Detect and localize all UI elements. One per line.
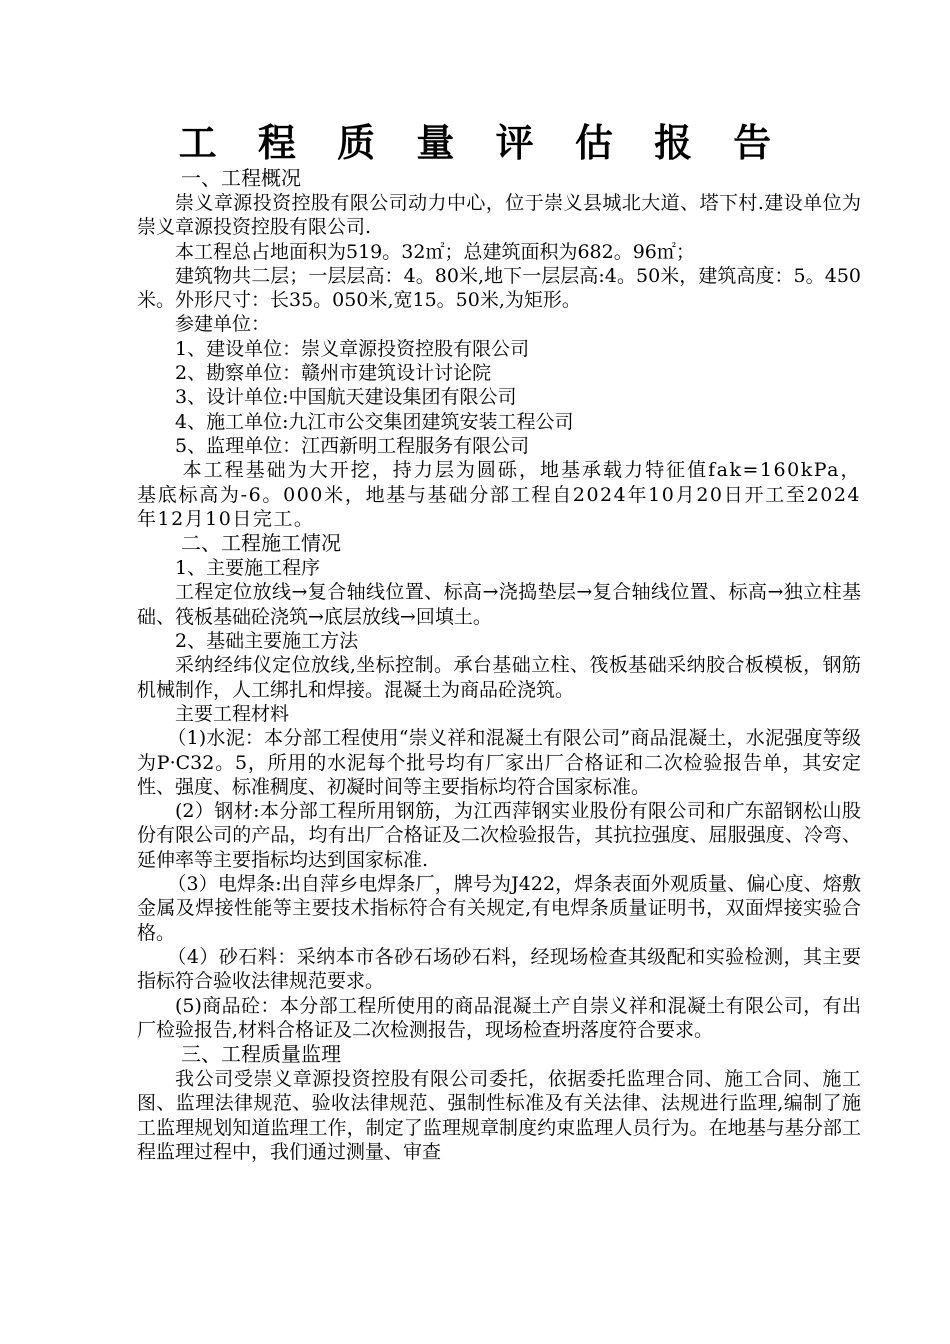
paragraph: 本工程基础为大开挖，持力层为圆砾，地基承载力特征值fak=160kPa，基底标高为-6。000米，地基与基础分部工程自2024年10月20日开工至2024年12月10日完工。: [137, 459, 861, 530]
document-body: [137, 166, 861, 1164]
paragraph: 采纳经纬仪定位放线,坐标控制。承台基础立柱、筏板基础采纳胶合板模板，钢筋机械制作，人工绑扎和焊接。混凝土为商品砼浇筑。: [137, 654, 861, 701]
list-item: 3、设计单位:中国航天建设集团有限公司: [175, 386, 517, 409]
subheading: 主要工程材料: [175, 702, 290, 725]
subheading: 2、基础主要施工方法: [175, 630, 359, 653]
subheading: 1、主要施工程序: [175, 557, 321, 580]
paragraph: (2）钢材:本分部工程所用钢筋，为江西萍钢实业股份有限公司和广东韶钢松山股份有限公司的产品，均有出厂合格证及二次检验报告，其抗拉强度、屈服强度、冷弯、延伸率等主要指标均达到国家标准.: [137, 800, 861, 871]
paragraph: (5)商品砼：本分部工程所使用的商品混凝土产自崇义祥和混凝土有限公司，有出厂检验报告,材料合格证及二次检测报告，现场检查坍落度符合要求。: [137, 994, 861, 1041]
section-heading-supervision: 三、工程质量监理: [181, 1042, 341, 1067]
paragraph: 崇义章源投资控股有限公司动力中心，位于崇义县城北大道、塔下村.建设单位为崇义章源投资控股有限公司.: [137, 192, 861, 239]
paragraph: （1)水泥：本分部工程使用“崇义祥和混凝土有限公司”商品混凝土，水泥强度等级为P·C32。5，所用的水泥每个批号均有厂家出厂合格证和二次检验报告单，其安定性、强度、标准稠度、初凝时间等主要指标均符合国家标准。: [137, 727, 861, 798]
paragraph: （3）电焊条:出自萍乡电焊条厂，牌号为J422，焊条表面外观质量、偏心度、熔敷金属及焊接性能等主要技术指标符合有关规定,有电焊条质量证明书，双面焊接实验合格。: [137, 873, 861, 944]
list-item: 1、建设单位：崇义章源投资控股有限公司: [175, 337, 530, 360]
list-item: 4、施工单位:九江市公交集团建筑安装工程公司: [175, 410, 574, 433]
paragraph: （4）砂石料：采纳本市各砂石场砂石料，经现场检查其级配和实验检测，其主要指标符合验收法律规范要求。: [137, 945, 861, 993]
list-item: 2、勘察单位：赣州市建筑设计讨论院: [175, 362, 492, 385]
paragraph: 本工程总占地面积为519。32㎡；总建筑面积为682。96㎡；: [175, 240, 695, 263]
section-heading-overview: 一、工程概况: [181, 166, 301, 190]
participants-label: 参建单位：: [175, 313, 271, 336]
document-title: 工 程 质 量 评 估 报 告: [178, 121, 786, 165]
paragraph: 我公司受崇义章源投资控股有限公司委托，依据委托监理合同、施工合同、施工图、监理法律规范、验收法律规范、强制性标准及有关法律、法规进行监理,编制了施工监理规划知道监理工作，制定了监理规章制度约束监理人员行为。在地基与基分部工程监理过程中，我们通过测量、审查: [137, 1068, 861, 1163]
section-heading-construction: 二、工程施工情况: [181, 531, 341, 556]
paragraph: 建筑物共二层；一层层高：4。80米,地下一层层高:4。50米，建筑高度：5。450米。外形尺寸：长35。050米,宽15。50米,为矩形。: [137, 264, 861, 312]
paragraph: 工程定位放线→复合轴线位置、标高→浇捣垫层→复合轴线位置、标高→独立柱基础、筏板基础砼浇筑→底层放线→回填土。: [137, 581, 861, 628]
list-item: 5、监理单位：江西新明工程服务有限公司: [175, 434, 530, 457]
